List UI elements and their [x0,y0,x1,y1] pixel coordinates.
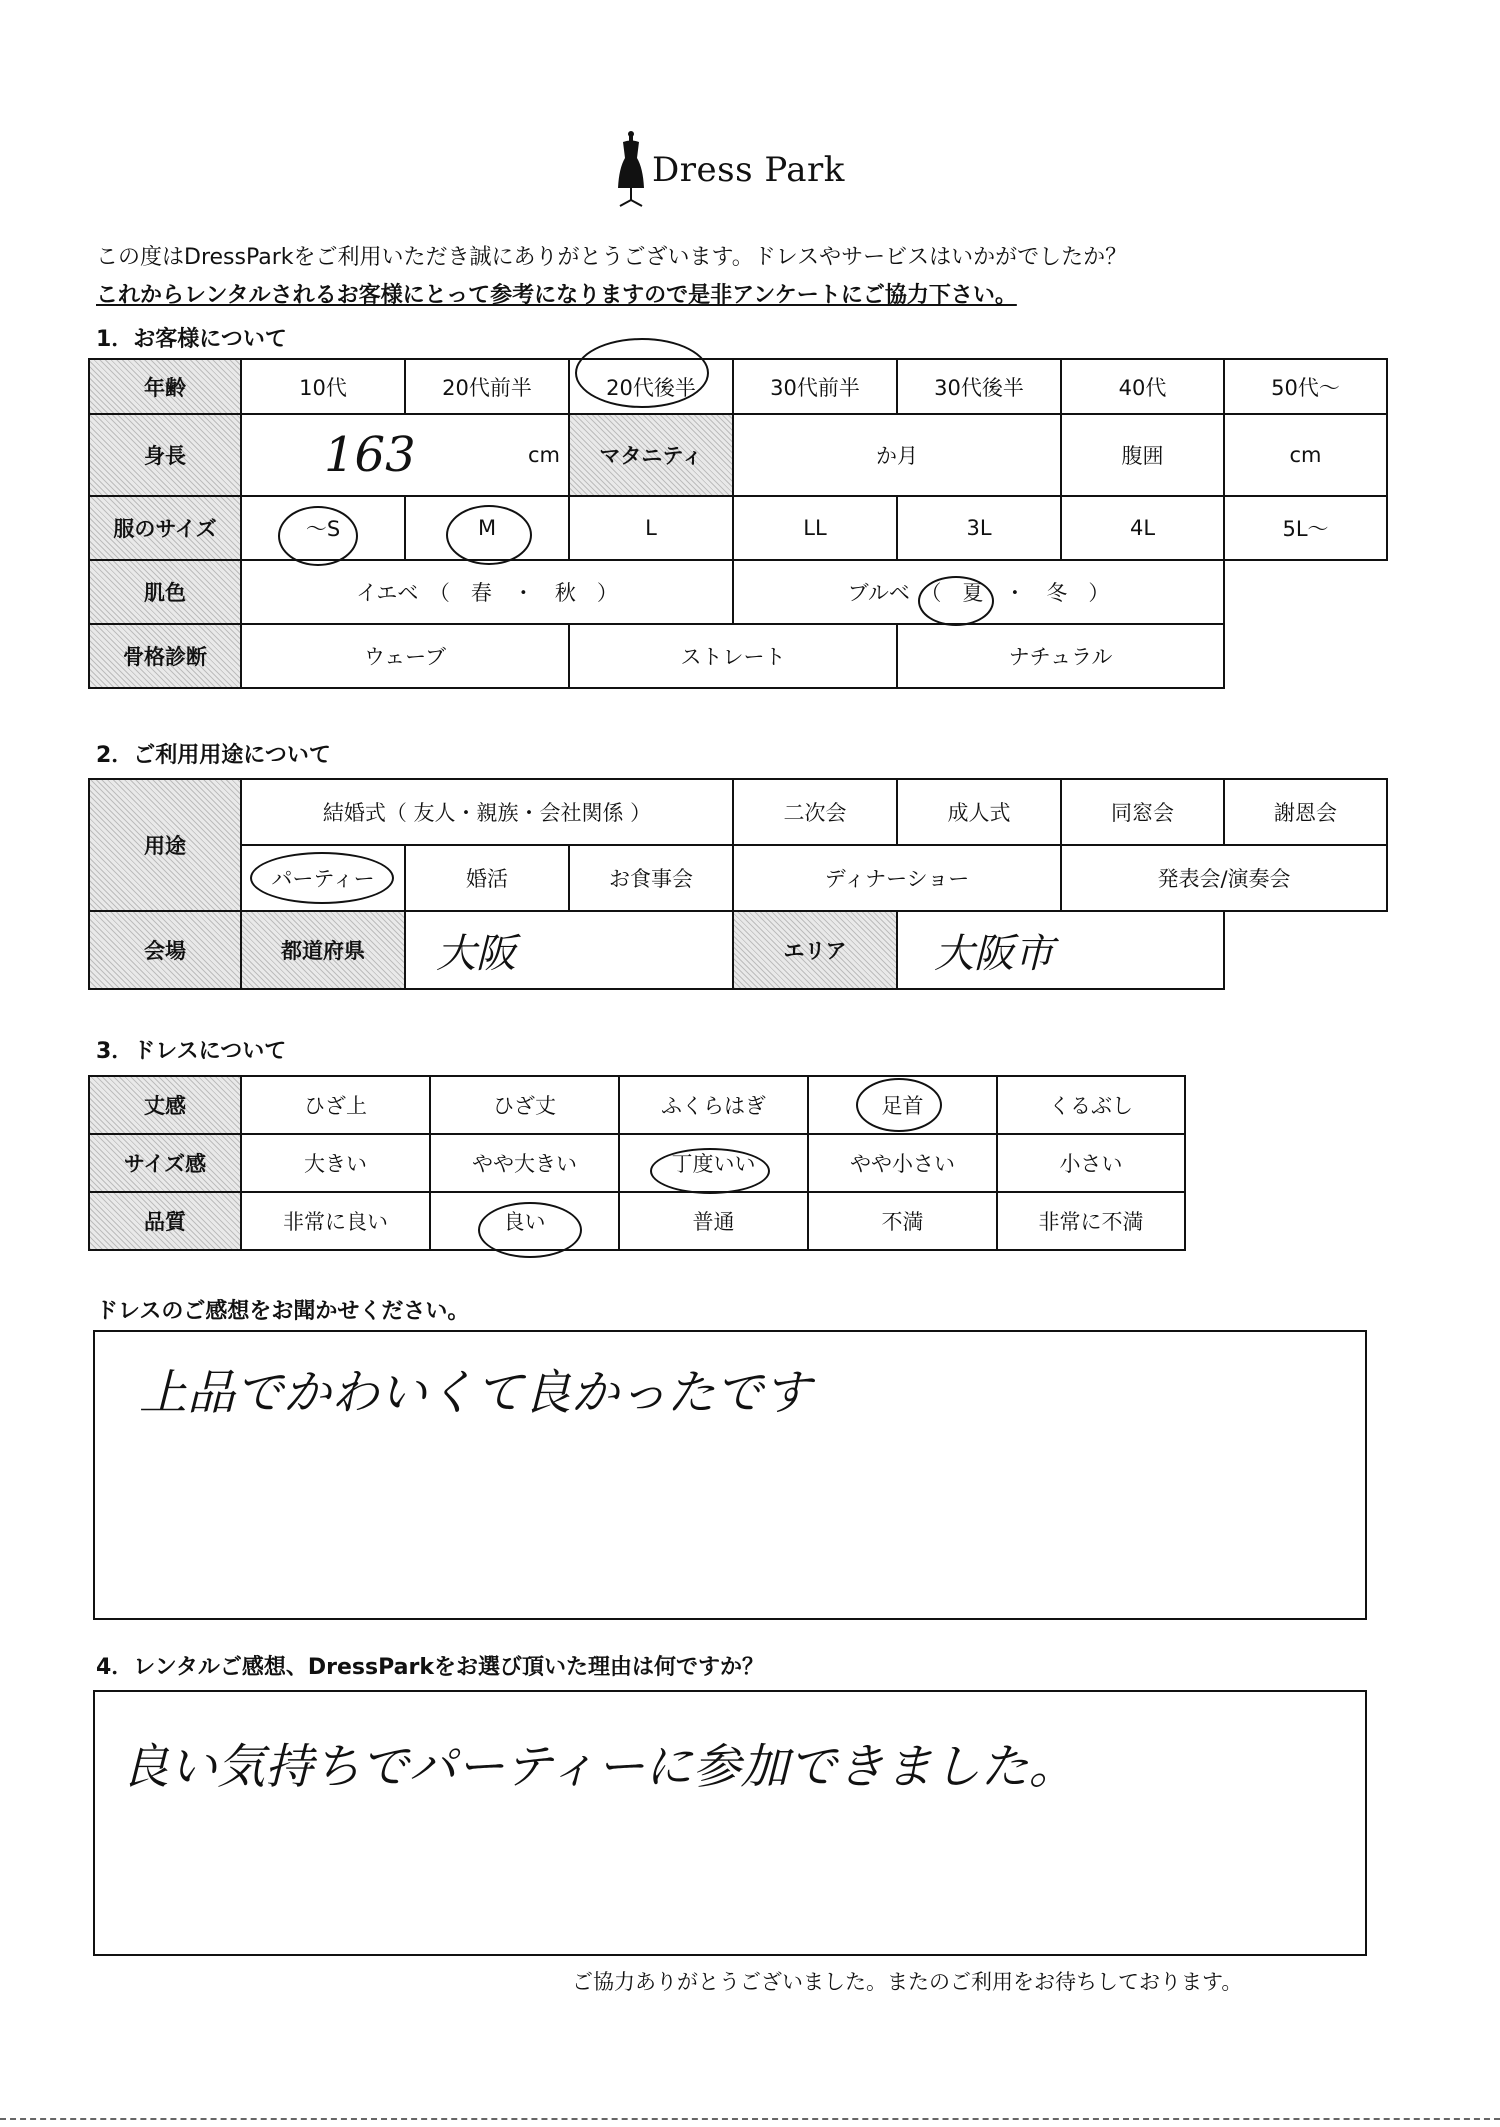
purpose-option[interactable]: ディナーショー [733,845,1061,911]
prefecture-field[interactable] [405,911,733,989]
section1-title: 1．お客様について [96,327,287,352]
usage-table [88,778,1388,990]
quality-label: 品質 [89,1192,241,1250]
empty-cell [1224,560,1387,624]
purpose-option[interactable]: 同窓会 [1061,779,1224,845]
purpose-option[interactable]: 結婚式（ 友人・親族・会社関係 ） [241,779,733,845]
length-label: 丈感 [89,1076,241,1134]
age-option-text: 20代後半 [606,375,696,400]
dress-comment-text: 上品でかわいくて良かったです [139,1365,812,1421]
length-option[interactable]: ひざ上 [241,1076,430,1134]
area-field[interactable] [897,911,1224,989]
age-label: 年齢 [89,359,241,414]
quality-option[interactable]: 非常に良い [241,1192,430,1250]
frame-label: 骨格診断 [89,624,241,688]
scan-edge-line [0,2118,1500,2120]
fit-label: サイズ感 [89,1134,241,1192]
length-option[interactable]: くるぶし [997,1076,1185,1134]
empty-cell [1224,911,1387,989]
height-value: 163 [324,427,416,483]
dress-comment-prompt: ドレスのご感想をお聞かせください。 [96,1299,470,1324]
height-label: 身長 [89,414,241,496]
prefecture-label: 都道府県 [241,911,405,989]
section2-title: 2．ご利用用途について [96,743,331,768]
length-option[interactable]: ふくらはぎ [619,1076,808,1134]
purpose-option[interactable]: 二次会 [733,779,897,845]
age-option[interactable]: 30代後半 [897,359,1061,414]
purpose-label: 用途 [89,779,241,911]
empty-cell [1224,624,1387,688]
frame-option[interactable]: ストレート [569,624,897,688]
maternity-label: マタニティ [569,414,733,496]
waist-field[interactable]: cm [1224,414,1387,496]
age-option[interactable]: 20代前半 [405,359,569,414]
size-label: 服のサイズ [89,496,241,560]
dress-form-icon [614,128,648,210]
intro-text: この度はDressParkをご利用いただき誠にありがとうございます。ドレスやサービスはいかがでしたか？ [96,245,1128,270]
skin-yellow-option[interactable]: イエベ （ 春 ・ 秋 ） [241,560,733,624]
age-option[interactable]: 30代前半 [733,359,897,414]
length-option[interactable]: ひざ丈 [430,1076,619,1134]
fit-option[interactable]: やや大きい [430,1134,619,1192]
frame-option[interactable]: ウェーブ [241,624,569,688]
fit-option[interactable]: 大きい [241,1134,430,1192]
maternity-months-field[interactable]: か月 [733,414,1061,496]
frame-option[interactable]: ナチュラル [897,624,1224,688]
purpose-option[interactable]: 成人式 [897,779,1061,845]
length-option-selected[interactable]: 足首 [808,1076,997,1134]
intro-request: これからレンタルされるお客様にとって参考になりますので是非アンケートにご協力下さい。 [96,283,1017,308]
customer-table [88,358,1388,689]
fit-option-selected[interactable]: 丁度いい [619,1134,808,1192]
height-field[interactable] [241,414,569,496]
rental-comment-box[interactable] [93,1690,1367,1956]
purpose-option[interactable]: 謝恩会 [1224,779,1387,845]
purpose-option[interactable]: お食事会 [569,845,733,911]
age-option[interactable]: 40代 [1061,359,1224,414]
age-option-selected[interactable] [569,359,733,414]
skin-blue-option[interactable]: ブルベ （ 夏 ・ 冬 ） [733,560,1224,624]
quality-option[interactable]: 不満 [808,1192,997,1250]
brand-name: Dress Park [652,150,845,190]
footer-thanks: ご協力ありがとうございました。またのご利用をお待ちしております。 [572,1970,1243,1994]
size-option-selected[interactable]: M [405,496,569,560]
dress-comment-box[interactable] [93,1330,1367,1620]
purpose-option[interactable]: 婚活 [405,845,569,911]
venue-label: 会場 [89,911,241,989]
brand-logo [614,128,854,210]
quality-option[interactable]: 普通 [619,1192,808,1250]
purpose-option-selected[interactable]: パーティー [241,845,405,911]
size-option[interactable]: 3L [897,496,1061,560]
quality-option-selected[interactable]: 良い [430,1192,619,1250]
size-option[interactable]: 5L～ [1224,496,1387,560]
age-option[interactable]: 10代 [241,359,405,414]
size-option[interactable]: LL [733,496,897,560]
size-option[interactable]: L [569,496,733,560]
purpose-option[interactable]: 発表会/演奏会 [1061,845,1387,911]
age-option[interactable]: 50代～ [1224,359,1387,414]
dress-table [88,1075,1186,1251]
waist-label: 腹囲 [1061,414,1224,496]
section4-title: 4．レンタルご感想、DressParkをお選び頂いた理由は何ですか？ [96,1655,764,1680]
size-option[interactable]: 4L [1061,496,1224,560]
skin-label: 肌色 [89,560,241,624]
height-unit: cm [527,443,560,467]
prefecture-value: 大阪 [436,930,516,977]
section3-title: 3．ドレスについて [96,1039,287,1064]
rental-comment-text: 良い気持ちでパーティーに参加できました。 [121,1739,1077,1795]
fit-option[interactable]: やや小さい [808,1134,997,1192]
quality-option[interactable]: 非常に不満 [997,1192,1185,1250]
area-label: エリア [733,911,897,989]
area-value: 大阪市 [934,930,1055,977]
fit-option[interactable]: 小さい [997,1134,1185,1192]
size-option-selected[interactable]: ～S [241,496,405,560]
